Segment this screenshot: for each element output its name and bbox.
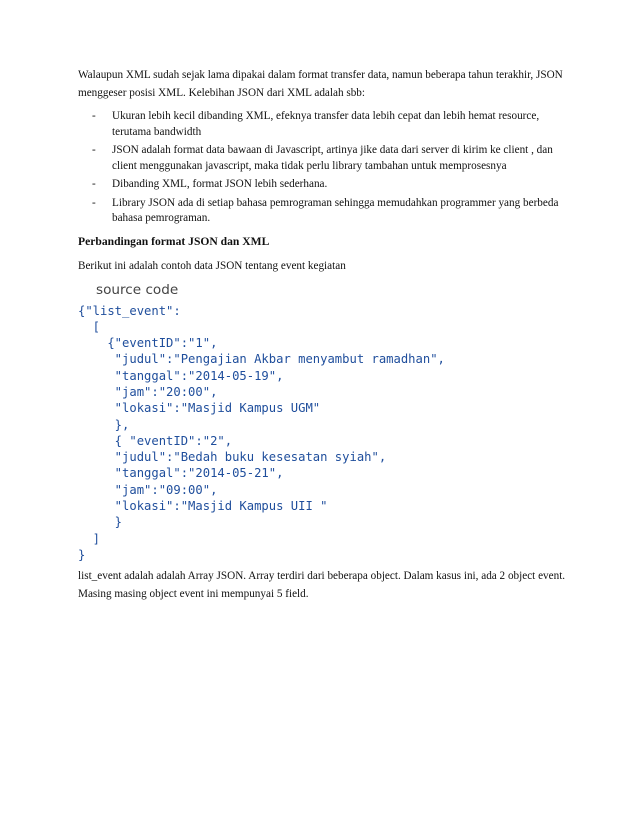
code-line: "jam":"09:00", <box>78 482 218 497</box>
code-title: source code <box>96 281 179 298</box>
section-heading: Perbandingan format JSON dan XML <box>78 234 270 248</box>
list-item-text: Library JSON ada di setiap bahasa pemrograman sehingga memudahkan programmer yang berbeda bahasa pemrograman. <box>112 196 559 224</box>
code-line: {"eventID":"1", <box>78 336 218 351</box>
list-item-text: JSON adalah format data bawaan di Javascript, artinya jike data dari server di kirim ke client , dan client menggunakan javascript, maka tidak perlu library tambahan untuk memprosesnya <box>112 144 553 172</box>
list-item <box>78 196 568 227</box>
advantages-list <box>78 109 568 227</box>
closing-paragraph: list_event adalah adalah Array JSON. Array terdiri dari beberapa object. Dalam kasus ini, ada 2 object event. Masing masing object event ini mempunyai 5 field. <box>78 569 566 600</box>
code-sample <box>78 279 508 562</box>
bullet-dash: - <box>92 110 96 122</box>
intro-paragraph: Walaupun XML sudah sejak lama dipakai dalam format transfer data, namun beberapa tahun terakhir, JSON menggeser posisi XML. Kelebihan JSON dari XML adalah sbb: <box>78 69 563 99</box>
bullet-dash: - <box>92 196 96 209</box>
code-line: "lokasi":"Masjid Kampus UGM" <box>78 401 321 416</box>
code-line: "lokasi":"Masjid Kampus UII " <box>78 499 328 514</box>
code-line: {"list_event": <box>78 303 181 318</box>
code-block <box>78 303 445 564</box>
code-line: }, <box>78 417 130 432</box>
list-item <box>78 143 568 174</box>
list-item <box>78 109 568 140</box>
code-line: { "eventID":"2", <box>78 433 233 448</box>
code-line: "jam":"20:00", <box>78 384 218 399</box>
example-intro-paragraph: Berikut ini adalah contoh data JSON tentang event kegiatan <box>78 259 346 272</box>
list-item <box>78 177 568 193</box>
list-item-text: Dibanding XML, format JSON lebih sederhana. <box>112 178 328 190</box>
code-line: "tanggal":"2014-05-21", <box>78 466 284 481</box>
code-line: "tanggal":"2014-05-19", <box>78 368 284 383</box>
code-line: } <box>78 547 86 562</box>
code-line: } <box>78 515 123 530</box>
bullet-dash: - <box>92 144 96 156</box>
code-line: "judul":"Pengajian Akbar menyambut ramadhan", <box>78 352 445 367</box>
code-line: [ <box>78 319 101 334</box>
bullet-dash: - <box>92 178 96 190</box>
code-line: "judul":"Bedah buku kesesatan syiah", <box>78 450 387 465</box>
list-item-text: Ukuran lebih kecil dibanding XML, efeknya transfer data lebih cepat dan lebih hemat resource, terutama bandwidth <box>112 110 540 138</box>
document-page <box>78 66 568 603</box>
code-line: ] <box>78 531 101 546</box>
